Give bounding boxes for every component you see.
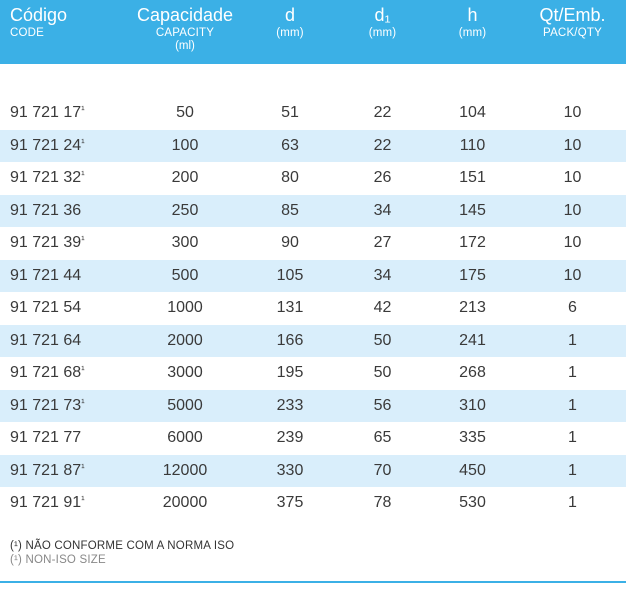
footnotes <box>10 540 234 566</box>
cell-d: 195 <box>276 364 304 381</box>
header-d-label: d <box>284 5 295 25</box>
cell-qty: 10 <box>563 104 582 121</box>
table-row <box>0 292 626 325</box>
cell-h: 450 <box>459 461 486 479</box>
cell-qty: 6 <box>568 299 577 316</box>
cell-capacity: 200 <box>171 169 199 186</box>
cell-d1: 50 <box>373 364 392 381</box>
header-d1 <box>345 6 420 39</box>
table-row <box>0 227 626 260</box>
footnote-mark: ¹ <box>81 397 85 409</box>
cell-d: 80 <box>281 169 299 186</box>
header-capacity-sublabel: CAPACITY <box>155 26 215 39</box>
cell-d: 90 <box>281 234 299 251</box>
cell-code: 91 721 $39^{^1}$ <box>10 234 85 251</box>
cell-d1: 22 <box>373 104 392 121</box>
cell-code: 91 721 $68^{^1}$ <box>10 364 85 381</box>
cell-capacity: 100 <box>171 136 199 154</box>
cell-capacity: 3000 <box>167 364 203 381</box>
header-d1-unit: (mm) <box>368 26 397 39</box>
cell-code: 91 721 $91^{^1}$ <box>10 494 85 511</box>
header-pack-sublabel: PACK/QTY <box>543 26 602 39</box>
cell-d1: 26 <box>373 169 392 186</box>
header-capacity <box>125 6 245 52</box>
footnote-mark: ¹ <box>81 365 85 376</box>
cell-code: 91 721 $17^{^1}$ <box>10 104 85 121</box>
cell-h: 213 <box>459 299 486 316</box>
table-row <box>0 422 626 455</box>
cell-code: 91 721 54 <box>10 299 82 316</box>
header-d1-label: d₁ <box>374 5 391 25</box>
cell-code: 91 721 64 <box>10 331 82 349</box>
cell-code: 91 721 44 <box>10 266 82 284</box>
cell-d1: 22 <box>373 136 392 154</box>
cell-h: 145 <box>459 201 486 219</box>
cell-capacity: 20000 <box>162 494 208 511</box>
footnote-mark: ¹ <box>81 462 85 474</box>
cell-qty: 1 <box>568 396 577 414</box>
cell-capacity: 6000 <box>167 429 203 446</box>
footnote-mark: ¹ <box>81 170 85 181</box>
table-row <box>0 325 626 358</box>
header-d <box>255 6 325 39</box>
header-pack <box>520 6 625 39</box>
table-row <box>0 390 626 423</box>
cell-d1: 42 <box>373 299 392 316</box>
cell-d1: 56 <box>373 396 392 414</box>
table-row <box>0 97 626 130</box>
header-h <box>435 6 510 39</box>
cell-d: 239 <box>276 429 304 446</box>
table-header <box>0 0 626 64</box>
cell-h: 110 <box>459 136 486 154</box>
cell-qty: 10 <box>563 234 582 251</box>
cell-capacity: 2000 <box>167 331 203 349</box>
cell-d: 63 <box>281 136 299 154</box>
cell-capacity: 5000 <box>167 396 203 414</box>
cell-d: 85 <box>281 201 299 219</box>
table-row <box>0 260 626 293</box>
cell-capacity: 50 <box>176 104 194 121</box>
cell-d: 166 <box>276 331 304 349</box>
header-code-label: Código <box>10 5 68 25</box>
table-row <box>0 487 626 520</box>
footnote-mark: ¹ <box>81 495 85 506</box>
cell-d1: 50 <box>373 331 392 349</box>
cell-code: 91 721 77 <box>10 429 82 446</box>
cell-qty: 10 <box>563 201 582 219</box>
cell-qty: 10 <box>563 266 582 284</box>
table-body <box>0 97 626 520</box>
cell-d: 233 <box>276 396 304 414</box>
cell-h: 151 <box>459 169 486 186</box>
cell-h: 175 <box>459 266 486 284</box>
cell-capacity: 500 <box>171 266 199 284</box>
cell-code: 91 721 $87^{^1}$ <box>10 461 85 479</box>
footnote-mark: ¹ <box>81 137 85 149</box>
cell-code: 91 721 $32^{^1}$ <box>10 169 85 186</box>
cell-h: 172 <box>459 234 486 251</box>
cell-code: 91 721 $73^{^1}$ <box>10 396 85 414</box>
cell-capacity: 12000 <box>162 461 208 479</box>
cell-h: 104 <box>459 104 486 121</box>
footnote-mark: ¹ <box>81 105 85 116</box>
cell-qty: 1 <box>568 494 577 511</box>
header-capacity-unit: (ml) <box>175 39 195 52</box>
table-row <box>0 455 626 488</box>
cell-d1: 34 <box>373 266 392 284</box>
footnote-mark: ¹ <box>81 235 85 246</box>
cell-d: 131 <box>276 299 304 316</box>
cell-h: 310 <box>459 396 486 414</box>
cell-qty: 1 <box>568 364 577 381</box>
cell-capacity: 250 <box>171 201 199 219</box>
header-h-label: h <box>467 5 478 25</box>
footnote-en: (¹) NON-ISO SIZE <box>10 554 106 566</box>
cell-d: 51 <box>281 104 299 121</box>
cell-d1: 27 <box>373 234 392 251</box>
cell-capacity: 1000 <box>167 299 203 316</box>
header-h-unit: (mm) <box>458 26 487 39</box>
cell-qty: 10 <box>563 136 582 154</box>
table-row <box>0 130 626 163</box>
header-pack-label: Qt/Emb. <box>539 5 606 25</box>
cell-d1: 70 <box>373 461 392 479</box>
cell-h: 335 <box>459 429 486 446</box>
cell-qty: 1 <box>568 429 577 446</box>
cell-capacity: 300 <box>171 234 199 251</box>
bottom-divider <box>0 581 626 583</box>
cell-qty: 1 <box>568 331 577 349</box>
cell-d: 330 <box>276 461 304 479</box>
cell-d1: 78 <box>373 494 392 511</box>
table-row <box>0 357 626 390</box>
cell-d1: 65 <box>373 429 392 446</box>
header-code <box>10 6 120 39</box>
cell-d: 375 <box>276 494 304 511</box>
cell-h: 530 <box>459 494 486 511</box>
cell-h: 268 <box>459 364 486 381</box>
cell-h: 241 <box>459 331 486 349</box>
cell-d1: 34 <box>373 201 392 219</box>
cell-d: 105 <box>276 266 304 284</box>
cell-code: 91 721 $24^{^1}$ <box>10 136 85 154</box>
header-d-unit: (mm) <box>276 26 304 39</box>
cell-qty: 10 <box>563 169 582 186</box>
footnote-pt: (¹) NÃO CONFORME COM A NORMA ISO <box>10 540 235 552</box>
table-row <box>0 162 626 195</box>
cell-qty: 1 <box>568 461 577 479</box>
cell-code: 91 721 36 <box>10 201 82 219</box>
table-row <box>0 195 626 228</box>
header-capacity-label: Capacidade <box>136 5 234 25</box>
header-code-sublabel: CODE <box>10 26 45 39</box>
